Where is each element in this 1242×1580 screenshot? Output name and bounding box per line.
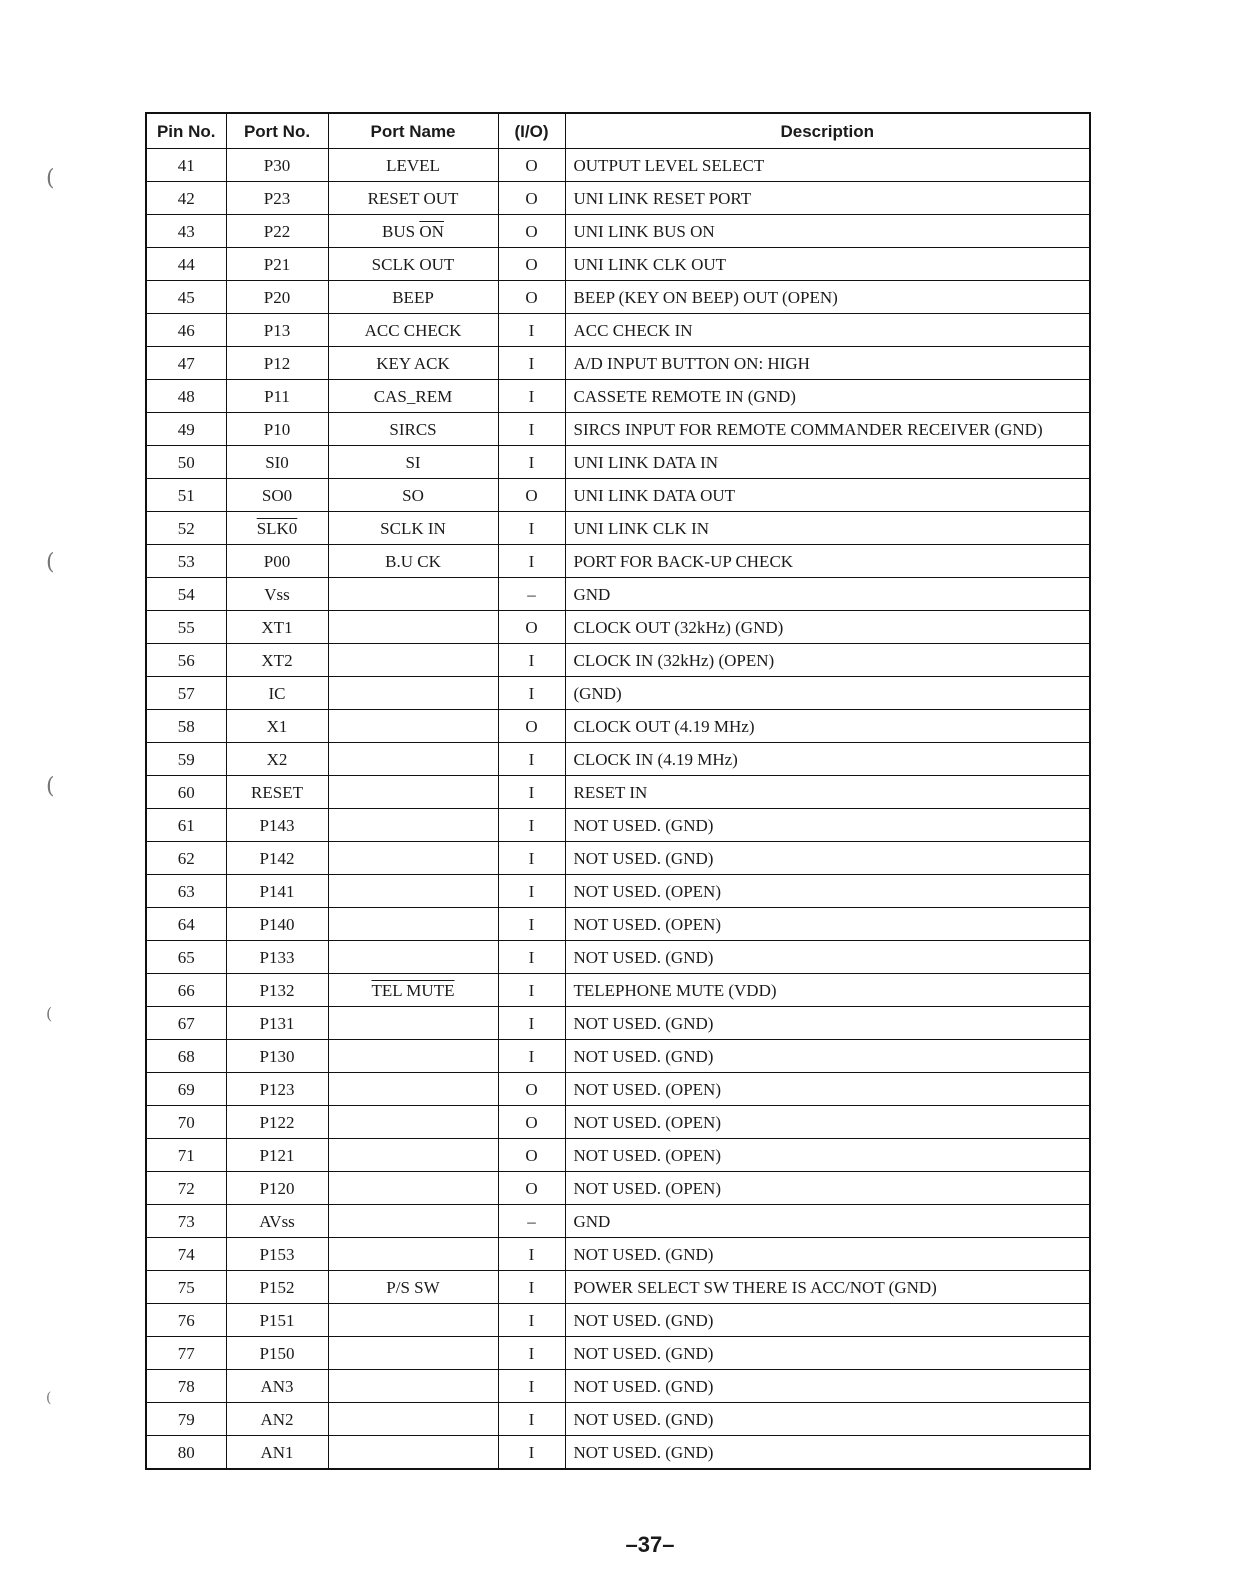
description-cell: NOT USED. (OPEN) (565, 908, 1090, 941)
io-cell: I (498, 1337, 565, 1370)
table-body (146, 149, 1090, 1470)
io-cell: I (498, 512, 565, 545)
description-cell: NOT USED. (OPEN) (565, 1172, 1090, 1205)
description-cell: NOT USED. (OPEN) (565, 1073, 1090, 1106)
port-name-cell (328, 1304, 498, 1337)
port-no-cell: P12 (226, 347, 328, 380)
description-cell: SIRCS INPUT FOR REMOTE COMMANDER RECEIVER (GND) (565, 413, 1090, 446)
table-row (146, 149, 1090, 182)
port-no-cell: SO0 (226, 479, 328, 512)
port-no-cell: XT1 (226, 611, 328, 644)
port-no-cell: P143 (226, 809, 328, 842)
description-cell: UNI LINK RESET PORT (565, 182, 1090, 215)
port-no-cell: P20 (226, 281, 328, 314)
description-cell: NOT USED. (GND) (565, 1040, 1090, 1073)
port-name-cell (328, 1238, 498, 1271)
table-row (146, 809, 1090, 842)
io-cell: O (498, 1106, 565, 1139)
io-cell: I (498, 1271, 565, 1304)
pin-no-cell: 54 (146, 578, 226, 611)
port-no-cell: P22 (226, 215, 328, 248)
port-name-cell (328, 1337, 498, 1370)
table-row (146, 1007, 1090, 1040)
io-cell: O (498, 215, 565, 248)
description-cell: UNI LINK CLK OUT (565, 248, 1090, 281)
io-cell: I (498, 809, 565, 842)
pin-no-cell: 65 (146, 941, 226, 974)
io-cell: I (498, 1436, 565, 1470)
port-no-cell: P142 (226, 842, 328, 875)
pin-no-cell: 57 (146, 677, 226, 710)
description-cell: CLOCK IN (32kHz) (OPEN) (565, 644, 1090, 677)
description-cell: CASSETE REMOTE IN (GND) (565, 380, 1090, 413)
pin-no-cell: 61 (146, 809, 226, 842)
description-cell: NOT USED. (GND) (565, 1007, 1090, 1040)
table-row (146, 1040, 1090, 1073)
table-row (146, 842, 1090, 875)
io-cell: O (498, 248, 565, 281)
table-row (146, 1271, 1090, 1304)
io-cell: O (498, 1139, 565, 1172)
pin-no-cell: 64 (146, 908, 226, 941)
pin-no-cell: 74 (146, 1238, 226, 1271)
port-name-cell (328, 776, 498, 809)
description-cell: OUTPUT LEVEL SELECT (565, 149, 1090, 182)
table-row (146, 743, 1090, 776)
io-cell: O (498, 479, 565, 512)
port-name-cell (328, 1172, 498, 1205)
io-cell: I (498, 1403, 565, 1436)
pin-no-cell: 58 (146, 710, 226, 743)
port-name-cell: ACC CHECK (328, 314, 498, 347)
pin-no-cell: 47 (146, 347, 226, 380)
port-name-cell: RESET OUT (328, 182, 498, 215)
pin-no-cell: 43 (146, 215, 226, 248)
port-name-cell (328, 1403, 498, 1436)
table-row (146, 908, 1090, 941)
port-no-cell: P121 (226, 1139, 328, 1172)
description-cell: CLOCK OUT (32kHz) (GND) (565, 611, 1090, 644)
table-row (146, 545, 1090, 578)
io-cell: I (498, 413, 565, 446)
io-cell: O (498, 149, 565, 182)
table-row (146, 611, 1090, 644)
table-row (146, 215, 1090, 248)
description-cell: POWER SELECT SW THERE IS ACC/NOT (GND) (565, 1271, 1090, 1304)
port-name-cell (328, 842, 498, 875)
header-io: (I/O) (498, 113, 565, 149)
io-cell: I (498, 380, 565, 413)
pin-no-cell: 67 (146, 1007, 226, 1040)
port-name-cell (328, 743, 498, 776)
table-row (146, 710, 1090, 743)
pin-no-cell: 75 (146, 1271, 226, 1304)
table-row (146, 1139, 1090, 1172)
port-name-cell (328, 644, 498, 677)
io-cell: I (498, 1238, 565, 1271)
description-cell: NOT USED. (GND) (565, 1370, 1090, 1403)
port-no-cell: AN2 (226, 1403, 328, 1436)
table-row (146, 1205, 1090, 1238)
io-cell: I (498, 1040, 565, 1073)
port-name-cell: SCLK OUT (328, 248, 498, 281)
description-cell: ACC CHECK IN (565, 314, 1090, 347)
port-no-cell: P21 (226, 248, 328, 281)
pin-no-cell: 76 (146, 1304, 226, 1337)
pin-no-cell: 80 (146, 1436, 226, 1470)
port-name-cell: BUS $\overline{ON}$ (328, 215, 498, 248)
table-row (146, 941, 1090, 974)
description-cell: NOT USED. (GND) (565, 1238, 1090, 1271)
table-row (146, 248, 1090, 281)
pin-no-cell: 49 (146, 413, 226, 446)
table-row (146, 677, 1090, 710)
table-row (146, 314, 1090, 347)
port-no-cell: RESET (226, 776, 328, 809)
description-cell: PORT FOR BACK-UP CHECK (565, 545, 1090, 578)
port-name-cell: SI (328, 446, 498, 479)
description-cell: CLOCK OUT (4.19 MHz) (565, 710, 1090, 743)
table-row (146, 1370, 1090, 1403)
header-pin-no: Pin No. (146, 113, 226, 149)
port-no-cell: P23 (226, 182, 328, 215)
table-row (146, 644, 1090, 677)
pin-no-cell: 50 (146, 446, 226, 479)
pin-no-cell: 46 (146, 314, 226, 347)
io-cell: I (498, 974, 565, 1007)
margin-mark: ( (46, 1004, 53, 1023)
description-cell: BEEP (KEY ON BEEP) OUT (OPEN) (565, 281, 1090, 314)
port-no-cell: AVss (226, 1205, 328, 1238)
port-name-cell: BEEP (328, 281, 498, 314)
margin-mark: ( (46, 166, 55, 191)
port-no-cell: P11 (226, 380, 328, 413)
table-row (146, 974, 1090, 1007)
port-name-cell (328, 1106, 498, 1139)
io-cell: I (498, 776, 565, 809)
table-row (146, 1337, 1090, 1370)
io-cell: – (498, 578, 565, 611)
page-number: –37– (625, 1532, 675, 1557)
table-row (146, 776, 1090, 809)
port-name-cell: SO (328, 479, 498, 512)
pin-no-cell: 42 (146, 182, 226, 215)
pin-no-cell: 55 (146, 611, 226, 644)
pin-no-cell: 72 (146, 1172, 226, 1205)
port-name-cell: KEY ACK (328, 347, 498, 380)
table-row (146, 578, 1090, 611)
io-cell: I (498, 908, 565, 941)
pin-no-cell: 63 (146, 875, 226, 908)
port-name-cell (328, 1370, 498, 1403)
port-name-cell: B.U CK (328, 545, 498, 578)
port-no-cell: P122 (226, 1106, 328, 1139)
io-cell: I (498, 941, 565, 974)
port-no-cell: P123 (226, 1073, 328, 1106)
pin-no-cell: 44 (146, 248, 226, 281)
table-row (146, 281, 1090, 314)
port-name-cell (328, 1040, 498, 1073)
pin-no-cell: 52 (146, 512, 226, 545)
port-no-cell: AN1 (226, 1436, 328, 1470)
table-row (146, 1106, 1090, 1139)
port-no-cell: XT2 (226, 644, 328, 677)
description-cell: NOT USED. (GND) (565, 1304, 1090, 1337)
port-name-cell: SCLK IN (328, 512, 498, 545)
port-name-cell: SIRCS (328, 413, 498, 446)
port-no-cell: P133 (226, 941, 328, 974)
table-row (146, 1436, 1090, 1470)
port-no-cell: P141 (226, 875, 328, 908)
io-cell: I (498, 1370, 565, 1403)
io-cell: – (498, 1205, 565, 1238)
port-no-cell: SLK0 (226, 512, 328, 545)
pin-no-cell: 51 (146, 479, 226, 512)
description-cell: (GND) (565, 677, 1090, 710)
pin-no-cell: 59 (146, 743, 226, 776)
description-cell: NOT USED. (GND) (565, 842, 1090, 875)
margin-mark: ( (46, 774, 55, 799)
description-cell: UNI LINK BUS ON (565, 215, 1090, 248)
pin-no-cell: 70 (146, 1106, 226, 1139)
port-name-cell (328, 875, 498, 908)
description-cell: CLOCK IN (4.19 MHz) (565, 743, 1090, 776)
port-no-cell: P13 (226, 314, 328, 347)
table-row (146, 1403, 1090, 1436)
header-port-name: Port Name (328, 113, 498, 149)
io-cell: I (498, 743, 565, 776)
pin-no-cell: 48 (146, 380, 226, 413)
table-row (146, 347, 1090, 380)
io-cell: O (498, 1172, 565, 1205)
port-no-cell: P00 (226, 545, 328, 578)
description-cell: NOT USED. (GND) (565, 1403, 1090, 1436)
port-no-cell: P153 (226, 1238, 328, 1271)
margin-mark: ( (46, 550, 55, 575)
port-no-cell: Vss (226, 578, 328, 611)
table-row (146, 1073, 1090, 1106)
io-cell: I (498, 1007, 565, 1040)
table-row (146, 479, 1090, 512)
port-no-cell: AN3 (226, 1370, 328, 1403)
pin-no-cell: 62 (146, 842, 226, 875)
pin-no-cell: 69 (146, 1073, 226, 1106)
port-no-cell: P130 (226, 1040, 328, 1073)
description-cell: GND (565, 578, 1090, 611)
active-low-mark: $\overline{ON}$ (419, 221, 444, 241)
description-cell: UNI LINK DATA IN (565, 446, 1090, 479)
pin-no-cell: 68 (146, 1040, 226, 1073)
port-name-cell (328, 1139, 498, 1172)
port-no-cell: P132 (226, 974, 328, 1007)
table-row (146, 1304, 1090, 1337)
header-description: Description (565, 113, 1090, 149)
pin-no-cell: 71 (146, 1139, 226, 1172)
port-no-cell: P152 (226, 1271, 328, 1304)
pin-description-table (145, 112, 1091, 1470)
port-name-cell (328, 809, 498, 842)
pin-no-cell: 78 (146, 1370, 226, 1403)
pin-no-cell: 53 (146, 545, 226, 578)
io-cell: O (498, 1073, 565, 1106)
description-cell: NOT USED. (OPEN) (565, 875, 1090, 908)
io-cell: I (498, 347, 565, 380)
io-cell: O (498, 710, 565, 743)
table-header-row (146, 113, 1090, 149)
port-name-cell (328, 677, 498, 710)
io-cell: O (498, 182, 565, 215)
io-cell: I (498, 842, 565, 875)
description-cell: NOT USED. (GND) (565, 809, 1090, 842)
port-no-cell: P120 (226, 1172, 328, 1205)
description-cell: UNI LINK CLK IN (565, 512, 1090, 545)
io-cell: O (498, 611, 565, 644)
port-name-cell (328, 710, 498, 743)
port-name-cell (328, 1073, 498, 1106)
port-no-cell: IC (226, 677, 328, 710)
table-row (146, 446, 1090, 479)
table-row (146, 512, 1090, 545)
table-row (146, 1238, 1090, 1271)
pin-no-cell: 77 (146, 1337, 226, 1370)
table-row (146, 1172, 1090, 1205)
port-no-cell: X1 (226, 710, 328, 743)
table-row (146, 413, 1090, 446)
io-cell: I (498, 545, 565, 578)
description-cell: A/D INPUT BUTTON ON: HIGH (565, 347, 1090, 380)
io-cell: I (498, 1304, 565, 1337)
description-cell: NOT USED. (GND) (565, 941, 1090, 974)
port-no-cell: P150 (226, 1337, 328, 1370)
description-cell: NOT USED. (GND) (565, 1337, 1090, 1370)
port-no-cell: P140 (226, 908, 328, 941)
io-cell: I (498, 314, 565, 347)
port-name-cell (328, 611, 498, 644)
port-no-cell: P30 (226, 149, 328, 182)
description-cell: GND (565, 1205, 1090, 1238)
description-cell: NOT USED. (OPEN) (565, 1139, 1090, 1172)
port-name-cell (328, 578, 498, 611)
port-name-cell (328, 908, 498, 941)
port-name-cell (328, 1205, 498, 1238)
description-cell: NOT USED. (OPEN) (565, 1106, 1090, 1139)
port-no-cell: SI0 (226, 446, 328, 479)
port-no-cell: P10 (226, 413, 328, 446)
table-row (146, 380, 1090, 413)
port-no-cell: X2 (226, 743, 328, 776)
io-cell: I (498, 446, 565, 479)
pin-no-cell: 73 (146, 1205, 226, 1238)
io-cell: O (498, 281, 565, 314)
port-no-cell: P151 (226, 1304, 328, 1337)
port-no-cell: P131 (226, 1007, 328, 1040)
pin-no-cell: 56 (146, 644, 226, 677)
table-row (146, 182, 1090, 215)
pin-no-cell: 66 (146, 974, 226, 1007)
io-cell: I (498, 644, 565, 677)
port-name-cell: TEL MUTE (328, 974, 498, 1007)
description-cell: TELEPHONE MUTE (VDD) (565, 974, 1090, 1007)
port-name-cell (328, 1436, 498, 1470)
table-row (146, 875, 1090, 908)
port-name-cell (328, 941, 498, 974)
port-name-cell: LEVEL (328, 149, 498, 182)
port-name-cell: P/S SW (328, 1271, 498, 1304)
port-name-cell: CAS_REM (328, 380, 498, 413)
margin-mark: ( (46, 1390, 52, 1406)
io-cell: I (498, 875, 565, 908)
description-cell: NOT USED. (GND) (565, 1436, 1090, 1470)
description-cell: RESET IN (565, 776, 1090, 809)
io-cell: I (498, 677, 565, 710)
port-name-cell (328, 1007, 498, 1040)
pin-no-cell: 79 (146, 1403, 226, 1436)
description-cell: UNI LINK DATA OUT (565, 479, 1090, 512)
pin-no-cell: 60 (146, 776, 226, 809)
pin-no-cell: 45 (146, 281, 226, 314)
pin-no-cell: 41 (146, 149, 226, 182)
header-port-no: Port No. (226, 113, 328, 149)
